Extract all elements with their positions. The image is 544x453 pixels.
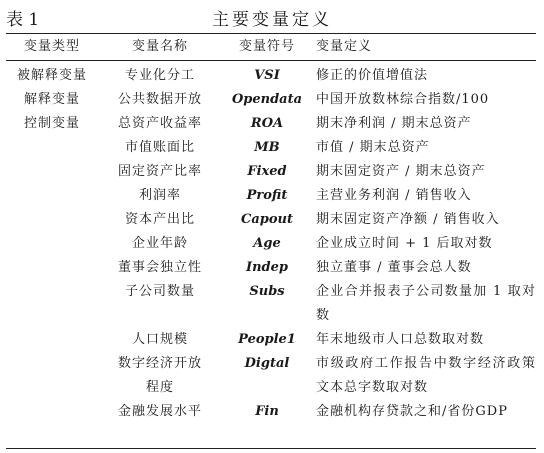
table-label: 表 1 (6, 10, 40, 30)
variable-symbol: Opendata (231, 92, 303, 107)
variable-symbol: Subs (249, 284, 285, 299)
variable-name: 子公司数量 (124, 284, 195, 299)
variable-type: 解释变量 (23, 92, 80, 107)
header-variable-name: 变量名称 (131, 39, 188, 54)
variable-type (6, 400, 98, 424)
variable-definition: 中国开放数林综合指数/100 (316, 92, 490, 107)
variable-type (6, 160, 98, 184)
table-row (6, 208, 536, 232)
variable-name: 市值账面比 (124, 140, 195, 155)
table-row (6, 280, 536, 328)
table-row (6, 232, 536, 256)
variable-symbol: MB (254, 140, 280, 155)
variable-name: 资本产出比 (124, 212, 195, 227)
table-row (6, 256, 536, 280)
variable-name: 利润率 (138, 188, 181, 203)
header-row (6, 34, 536, 60)
table-row (6, 60, 536, 88)
variable-symbol: ROA (250, 116, 284, 131)
variable-symbol: Profit (246, 188, 288, 203)
variable-name: 总资产收益率 (117, 116, 202, 131)
variable-definition: 独立董事 / 董事会总人数 (316, 260, 472, 275)
variable-definition: 年末地级市人口总数取对数 (316, 332, 485, 347)
variable-name: 人口规模 (131, 332, 188, 347)
variable-definition: 期末固定资产 / 期末总资产 (316, 164, 486, 179)
variable-name: 董事会独立性 (117, 260, 202, 275)
variable-type (6, 232, 98, 256)
variable-name: 公共数据开放 (117, 92, 202, 107)
variable-type (6, 208, 98, 232)
header-variable-symbol: 变量符号 (238, 39, 295, 54)
variable-symbol: Digtal (244, 356, 290, 371)
variable-symbol: Age (253, 236, 281, 251)
variable-type (6, 136, 98, 160)
variable-definition-table (6, 34, 536, 424)
table-row (6, 328, 536, 352)
table-caption (0, 4, 544, 28)
header-variable-definition: 变量定义 (316, 39, 373, 54)
variable-definition: 金融机构存贷款之和/省份GDP (316, 404, 508, 419)
variable-definition: 期末净利润 / 期末总资产 (316, 116, 472, 131)
table-row (6, 160, 536, 184)
table-row (6, 136, 536, 160)
variable-definition: 期末固定资产净额 / 销售收入 (316, 212, 500, 227)
table-row (6, 88, 536, 112)
variable-symbol: VSI (254, 68, 280, 83)
variable-type (6, 328, 98, 352)
table-row (6, 112, 536, 136)
variable-symbol: Fin (255, 404, 279, 419)
table-title: 主要变量定义 (212, 10, 332, 30)
variable-type: 控制变量 (23, 116, 80, 131)
table-row (6, 400, 536, 424)
variable-definition: 修正的价值增值法 (316, 68, 429, 83)
variable-definition: 主营业务利润 / 销售收入 (316, 188, 472, 203)
variable-definition: 企业成立时间 + 1 后取对数 (316, 236, 493, 251)
bottom-rule (6, 448, 536, 449)
variable-name: 企业年龄 (131, 236, 188, 251)
variable-definition: 企业合并报表子公司数量加 1 取对数 (316, 284, 536, 323)
variable-type: 被解释变量 (16, 68, 87, 83)
variable-type (6, 256, 98, 280)
variable-name: 金融发展水平 (117, 404, 202, 419)
variable-symbol: Indep (246, 260, 288, 275)
header-variable-type: 变量类型 (23, 39, 80, 54)
variable-symbol: Capout (241, 212, 293, 227)
variable-name: 固定资产比率 (117, 164, 202, 179)
variable-type (6, 280, 98, 328)
table-row (6, 352, 536, 400)
variable-definition: 市值 / 期末总资产 (316, 140, 430, 155)
variable-type (6, 352, 98, 400)
variable-symbol: People1 (238, 332, 296, 347)
variable-type (6, 184, 98, 208)
table-row (6, 184, 536, 208)
variable-name: 数字经济开放程度 (117, 356, 202, 395)
variable-name: 专业化分工 (124, 68, 195, 83)
variable-symbol: Fixed (247, 164, 287, 179)
variable-definition: 市级政府工作报告中数字经济政策文本总字数取对数 (316, 356, 536, 395)
